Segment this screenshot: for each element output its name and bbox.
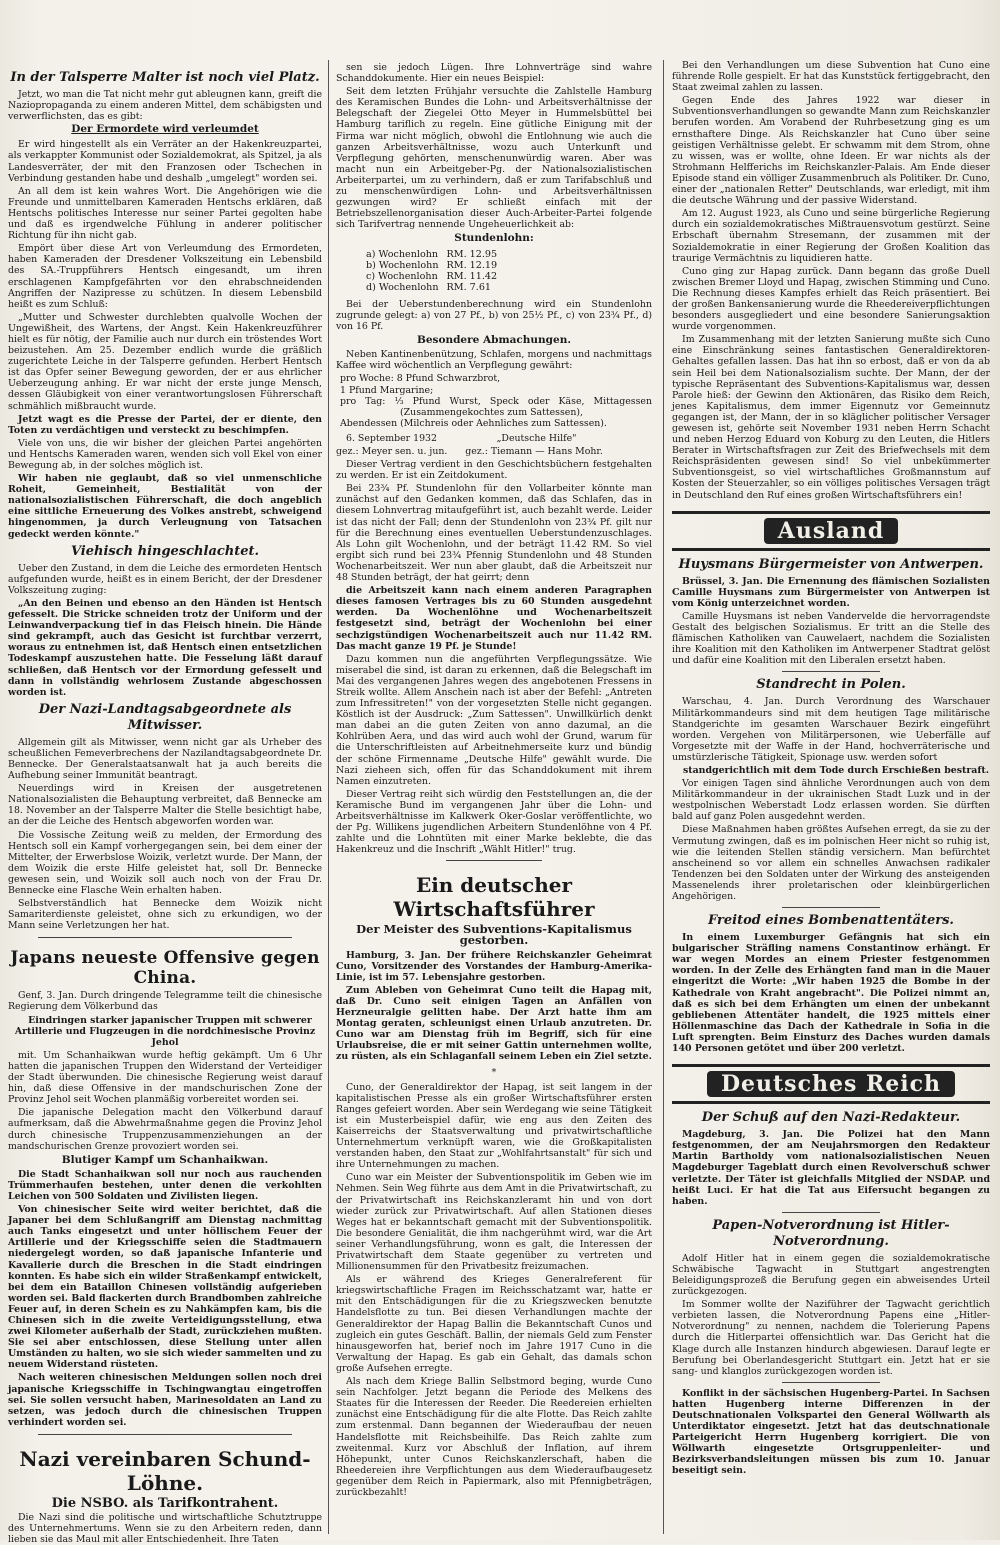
ration-item: [340, 373, 652, 384]
paragraph: Im Sommer wollte der Naziführer der Tagwacht gerichtlich verbieten lassen, die Notverordnung Papens eine „Hitler-Notverordnung" zu nennen, nachdem die Tolerierung Papens durch die Hitlerpartei offensichtlich war. Das Gericht hat die Klage durch alle Instanzen hindurch abgewiesen. Darauf legte er Berufung bei Oberlandesgericht Stuttgart ein. Jetzt hat er sie sang- und klanglos zurückgezogen worden ist.: [672, 1299, 990, 1377]
paragraph: An all dem ist kein wahres Wort. Die Angehörigen wie die Freunde und unmittelbaren Kameraden Hentschs erklären, daß Hentschs politisches Interesse nur seiner Partei gegolten habe und daß es irgendwelche Fühlung in anderer politischer Richtung für ihn nicht gab.: [8, 185, 322, 242]
divider: [782, 1212, 880, 1213]
paragraph-bold: „An den Beinen und ebenso an den Händen ist Hentsch gefesselt. Die Stricke schneiden trotz der Uniform und der Leinwandverpackung tief in das Fleisch hinein. Die Hände sind gekrampft, auch das Gesicht ist furchtbar verzerrt, woraus zu entnehmen ist, daß Hentsch einen entsetzlichen Todeskampf auszustehen hatte. Die Fesselung läßt darauf schließen, daß Hentsch vor der Ermordung gefesselt und dann in vollständig wehrlosem Zustande abgeschossen worden ist.: [8, 597, 322, 698]
paragraph: Cuno, der Generaldirektor der Hapag, ist seit langem in der kapitalistischen Presse als ein großer Wirtschaftsführer ersten Ranges gefeiert worden. Aber sein Werdegang wie seine Tätigkeit ist ein Musterbeispiel dafür, wie eng aus den Zeiten des Kaiserreichs der Staatsverwaltung und privatwirtschaftliche Unternehmertum verknüpft waren, wie die Großkapitalisten verstanden haben, den Staat zur „Wohlfahrtsanstalt" für sich und ihre Unternehmungen zu machen.: [336, 1081, 652, 1171]
paragraph: Bei 23¾ Pf. Stundenlohn für den Vollarbeiter könnte man zunächst auf den Gedanken kommen, daß das Schlafen, das in diesem Lohnvertrag mitaufgeführt ist, auch bezahlt werde. Leider ist das nicht der Fall; denn der Stundenlohn von 23¾ Pf. gilt nur für die Berechnung eines eventuellen Ueberstundenzuschlages. Als Lohn gilt Wochenlohn, und der beträgt 11.42 RM. So viel ergibt sich rund bei 23¾ Pfennig Stundenlohn und 48 Stunden Wochenarbeitszeit. Wer nun aber glaubt, daß die Arbeitszeit nur 48 Stunden beträgt, der hat geirrt; denn: [336, 483, 652, 584]
column-rule: [328, 60, 329, 1534]
paragraph: Diese Maßnahmen haben größtes Aufsehen erregt, da sie zu der Vermutung zwingen, daß es im polnischen Heer nicht so ruhig ist, wie die leitenden Stellen ständig versichern. Man befürchtet anscheinend so vor allem ein schnelles Anwachsen radikaler Tendenzen bei den Soldaten unter der Wirkung des ansteigenden Massenelends ihrer proletarischen oder kleinbürgerlichen Angehörigen.: [672, 824, 990, 902]
paragraph: Seit dem letzten Frühjahr versuchte die Zahlstelle Hamburg des Keramischen Bundes die Lohn- und Arbeitsverhältnisse der Belegschaft der Ziegelei Otto Meyer in Hummelsbüttel bei Hamburg tariflich zu regeln. Eine gütliche Einigung mit der Firma war nicht möglich, obwohl die Entlohnung wie auch die ganzen Arbeitsverhältnisse, wozu auch Unterkunft und Verpflegung gehörten, menschenunwürdig waren. Aber was macht nun ein Arbeitgeber-Pg. der Nationalsozialistischen Arbeiterpartei, um zu verhindern, daß er zum Tarifabschluß und zu menschenwürdigen Lohn- und Arbeitsverhältnissen gezwungen wird? Er schließt einfach mit der Betriebszellenorganisation dieser Auch-Arbeiter-Partei folgende sich Tarifvertrag nennende Ungeheuerlichkeit ab:: [336, 86, 652, 231]
divider: [38, 937, 292, 938]
headline-schuss: Der Schuß auf den Nazi-Redakteur.: [701, 1110, 961, 1126]
headline-viehisch: Viehisch hingeschlachtet.: [70, 543, 260, 559]
ration-item: [340, 385, 652, 396]
wage-row: [366, 260, 505, 271]
paragraph: sen sie jedoch Lügen. Ihre Lohnverträge sind wahre Schanddokumente. Hier ein neues Beispiel:: [336, 62, 652, 85]
section-banner-ausland: [672, 511, 990, 551]
ration-key: pro Woche:: [340, 373, 394, 385]
headline-nazi: Nazi vereinbaren Schund-Löhne.: [19, 1446, 311, 1495]
ration-value: 8 Pfund Schwarzbrot,: [396, 373, 501, 385]
subheading-blutig: Blutiger Kampf um Schanhaikwan.: [61, 1153, 269, 1166]
paragraph-bold: Konflikt in der sächsischen Hugenberg-Partei. In Sachsen hatten Hugenberg interne Differenzen in der Deutschnationalen Volkspartei den General Wöllwarth als Unterdiktator eingesetzt. Jetzt hat das deutschnationale Parteigericht Herrn Hugenberg korrigiert. Die von Wöllwarth eingesetzte Ortsgruppenleiter- und Bezirksverbandsleitungen müssen bis zum 10. Januar beseitigt sein.: [672, 1387, 990, 1477]
section-label: Ausland: [764, 518, 898, 544]
headline-huysmans: Huysmans Bürgermeister von Antwerpen.: [678, 556, 984, 572]
headline-polen: Standrecht in Polen.: [756, 677, 906, 693]
column-1: [8, 66, 322, 1545]
wage-value: RM. 11.42: [446, 270, 498, 282]
paragraph: Genf, 3. Jan. Durch dringende Telegramme teilt die chinesische Regierung dem Völkerbund das: [8, 990, 322, 1013]
paragraph-bold: Hamburg, 3. Jan. Der frühere Reichskanzler Geheimrat Cuno, Vorsitzender des Vorstandes der Hamburg-Amerika-Linie, ist im 57. Lebensjahre gestorben.: [336, 949, 652, 983]
paragraph: Bei den Verhandlungen um diese Subvention hat Cuno eine führende Rolle gespielt. Er hat das Kunststück fertiggebracht, den Staat zweimal zahlen zu lassen.: [672, 60, 990, 94]
paragraph: Gegen Ende des Jahres 1922 war dieser in Subventionsverhandlungen so gewandte Mann zum Reichskanzler berufen worden. Am Vorabend der Ruhrbesetzung ging es um ernsthaftere Dinge. Als Reichskanzler hat Cuno über seine geistigen Verhältnisse gelebt. Er schwamm mit dem Strom, ohne zu wissen, was er wollte, ohne Ideen. Er war nichts als der Strohmann Helfferichs im Reichskanzler-Palais. Am Ende dieser Episode stand ein völliger Zusammenbruch als Politiker. Dr. Cuno, einer der „nationalen Retter" Deutschlands, war erledigt, mit ihm die deutsche Währung und der passive Widerstand.: [672, 95, 990, 207]
paragraph-bold: Von chinesischer Seite wird weiter berichtet, daß die Japaner bei dem Schlußangriff am Dienstag nachmittag auch Tanks eingesetzt und unter höllischem Feuer der Artillerie und der Kriegsschiffe seien die Stadtmauern niedergelegt worden, so daß japanische Infanterie und Kavallerie durch die Breschen in die Stadt eindringen konnten. Es habe sich ein wilder Straßenkampf entwickelt, bei dem ein Bataillon Chinesen vollständig aufgerieben worden sei. Bald flackerten durch Brandbomben zahlreiche Feuer auf, in deren Schein es zu Nahkämpfen kam, bis die Chinesen sich in die zweite Verteidigungsstellung, etwa zwei Kilometer außerhalb der Stadt, zurückziehen mußten. Sie sei aber entschlossen, diese Stellung unter allen Umständen zu halten, wo sie sich wieder sammelten und zu neuem Widerstand rüsteten.: [8, 1204, 322, 1371]
paragraph: Empört über diese Art von Verleumdung des Ermordeten, haben Kameraden der Dresdener Volkszeitung ein Lebensbild des SA.-Truppführers Hentsch eingesandt, um ihren erschlagenen Kampfgefährten vor den ehrabschneidenden Angriffen der Nazipresse zu schützen. In diesem Lebensbild heißt es zum Schluß:: [8, 243, 322, 310]
ration-item: [340, 418, 652, 429]
divider: [446, 860, 542, 861]
wage-label: a) Wochenlohn: [366, 248, 439, 260]
ration-value: Abendessen (Milchreis oder Aehnliches zum Sattessen).: [340, 417, 607, 429]
paragraph: Bei der Ueberstundenberechnung wird ein Stundenlohn zugrunde gelegt: a) von 27 Pf., b) von 25½ Pf., c) von 23¾ Pf., d) von 16 Pf.: [336, 298, 652, 333]
wage-label: b) Wochenlohn: [366, 259, 439, 271]
divider: [782, 1382, 880, 1383]
section-banner-reich: [672, 1064, 990, 1104]
column-3: [672, 60, 990, 1534]
paragraph: Als er während des Krieges Generalreferent für kriegswirtschaftliche Fragen im Reichsschatzamt war, hatte er mit den Entschädigungen für die zu Kriegszwecken benutzte Handelsflotte zu tun. Bei diesen Verhandlungen machte der Generaldirektor der Hapag Ballin die Bekanntschaft Cunos und zugleich ein gutes Geschäft. Ballin, der niemals Geld zum Fenster hinausgeworfen hat, berief noch im Jahre 1917 Cuno in die Verwaltung der Hapag. Es gab ein Gehalt, das damals schon große Aufsehen erregte.: [336, 1274, 652, 1374]
divider: [38, 1434, 292, 1435]
paragraph: Die japanische Delegation macht den Völkerbund darauf aufmerksam, daß die Abwehrmaßnahme gegen die Provinz Jehol durch chinesische Truppenzusammenziehungen an der mandschurischen Grenze provoziert worden sei.: [8, 1107, 322, 1152]
paragraph-bold: Jetzt wagt es die Presse der Partei, der er diente, den Toten zu verdächtigen und versteckt zu beschimpfen.: [8, 413, 322, 436]
ration-list: [340, 373, 652, 428]
subheading-abmachungen: Besondere Abmachungen.: [416, 334, 571, 347]
paragraph: Cuno ging zur Hapag zurück. Dann begann das große Duell zwischen Bremer Lloyd und Hapag, zwischen Stimming und Cuno. Die Rechnung dieses Kampfes erhielt das Reich präsentiert. Bei der großen Bankensanierung wurde die Rheedereiverpflichtungen besonders ausgegliedert und eine besondere Sanierungsaktion wurde vorgenommen.: [672, 265, 990, 333]
subheading-lohn: Stundenlohn:: [454, 232, 534, 245]
wage-row: [366, 282, 505, 293]
paragraph: Im Zusammenhang mit der letzten Sanierung mußte sich Cuno eine Einschränkung seines fantastischen Generaldirektoren-Gehaltes gefallen lassen. Das hat ihn so erbost, daß er von da ab sein Heil bei dem Nationalsozialism suchte. Der Mann, der der typische Repräsentant des Subventions-Kapitalismus war, dessen Parole hieß: der Gewinn den Aktionären, das Risiko dem Reich, jenes Kapitalismus, dem immer Eigennutz vor Gemeinnutz gegangen ist, der Mann, der in so kläglicher politischer Versager gewesen ist, gehörte seit November 1931 neben Herrn Schacht und neben Herzog Eduard von Koburg zu den Leuten, die Hitlers Berater in Wirtschaftsfragen zur Zeit des Briefwechsels mit dem Reichspräsidenten gewesen sind! So viel unbekümmerter Subventionsgeist, so viel wirtschaftliches Großmannstum auf Kosten der Steuerzahler, so ein völliges politisches Versagen trägt in Deutschland den Ruf eines großen Wirtschaftsführers ein!: [672, 334, 990, 501]
wage-label: c) Wochenlohn: [366, 270, 438, 282]
paragraph: Allgemein gilt als Mitwisser, wenn nicht gar als Urheber des scheußlichen Femeverbrechens der Nazilandtagsabgeordnete Dr. Bennecke. Der Generalstaatsanwalt hat ja auch bereits die Aufhebung seiner Immunität beantragt.: [8, 736, 322, 782]
paragraph: Als nach dem Kriege Ballin Selbstmord beging, wurde Cuno sein Nachfolger. Jetzt begann die Periode des Melkens des Staates für die Interessen der Reeder. Die Reedereien erhielten zunächst eine Entschädigung für die alte Flotte. Das Reich zahlte zum erstenmal. Dann begannen der Wiederaufbau der neuen Handelsflotte mit Reichsbeihilfe. Das Reich zahlte zum zweitenmal. Kurz vor Abschluß der Inflation, auf ihrem Höhepunkt, unter Cunos Reichskanzlerschaft, haben die Rheedereien ihre Verpflichtungen aus dem Wiederaufbaugesetz gegenüber dem Reich in Papiermark, also mit Pfennigbeträgen, zurückbezahlt!: [336, 1376, 652, 1498]
paragraph: Die Nazi sind die politische und wirtschaftliche Schutztruppe des Unternehmertums. Wenn sie zu den Arbeitern reden, dann lieben sie das Maul mit aller Entschiedenheit. Ihre Taten: [8, 1512, 322, 1545]
paragraph-bold: Wir haben nie geglaubt, daß so viel unmenschliche Roheit, Gemeinheit, Bestialität von der nationalsozialistischen Führerschaft, die doch angeblich eine sittliche Erneuerung des Volkes anstrebt, schweigend hingenommen, ja durch Verleugnung von Tatsachen gedeckt werden könnte.": [8, 473, 322, 540]
paragraph-bold: Die Stadt Schanhaikwan soll nur noch aus rauchenden Trümmerhaufen bestehen, unter denen die verkohlten Leichen von 500 Soldaten und Zivilisten liegen.: [8, 1168, 322, 1202]
paragraph: Die Vossische Zeitung weiß zu melden, der Ermordung des Hentsch soll ein Kampf vorhergegangen sein, bei dem einer der Mittelter, der Erwerbslose Woizik, verletzt wurde. Der Mann, der dem Woizik die erste Hilfe geleistet hat, soll Dr. Bennecke gewesen sein, und Woizik soll auch noch von der Frau Dr. Bennecke eine Flasche Wein erhalten haben.: [8, 829, 322, 896]
paragraph-bold: Nach weiteren chinesischen Meldungen sollen noch drei japanische Kriegsschiffe in Tschingwangtau eingetroffen sei. Sie sollen versucht haben, Marinesoldaten an Land zu setzen, was jedoch durch die chinesischen Truppen verhindert worden sei.: [8, 1372, 322, 1428]
paragraph: Adolf Hitler hat in einem gegen die sozialdemokratische Schwäbische Tagwacht in Stuttgart angestrengten Beleidigungsprozeß die Berufung gegen ein abweisendes Urteil zurückgezogen.: [672, 1252, 990, 1298]
paragraph: Jetzt, wo man die Tat nicht mehr gut ableugnen kann, greift die Naziopropaganda zu einem anderen Mittel, dem schäbigsten und verwerflichsten, das es gibt:: [8, 89, 322, 123]
paragraph: Dieser Vertrag reiht sich würdig den Feststellungen an, die der Keramische Bund im vergangenen Jahr über die Lohn- und Arbeitsverhältnisse im Kalkwerk Oker-Goslar veröffentlichte, wo der Pg. Willikens jugendlichen Arbeitern Stundenlöhne von 4 Pf. zahlte und die Lohntüten mit einer Marke beklebte, die das Hakenkreuz und die Inschrift „Wählt Hitler!" trug.: [336, 788, 652, 856]
divider: [782, 671, 880, 672]
paragraph: mit. Um Schanhaikwan wurde heftig gekämpft. Um 6 Uhr hatten die japanischen Truppen den Widerstand der Verteidiger der Stadt überwunden. Die chinesische Regierung weist darauf hin, daß diese Offensive in der mandschurischen Zone der Provinz Jehol seit Wochen planmäßig vorbereitet worden sei.: [8, 1049, 322, 1106]
section-label: Deutsches Reich: [707, 1071, 955, 1097]
subheading-ermordete: Der Ermordete wird verleumdet: [71, 123, 259, 136]
subheading-meister: Der Meister des Subventions-Kapitalismus gestorben.: [356, 922, 632, 948]
paragraph: Ueber den Zustand, in dem die Leiche des ermordeten Hentsch aufgefunden wurde, heißt es in einem Bericht, der der Dresdener Volkszeitung zuging:: [8, 562, 322, 596]
paragraph-bold: Brüssel, 3. Jan. Die Ernennung des flämischen Sozialisten Camille Huysmans zum Bürgermeister von Antwerpen ist vom König unterzeichnet worden.: [672, 575, 990, 609]
wage-value: RM. 7.61: [446, 281, 492, 293]
wage-table: [366, 249, 505, 293]
subheading-nsbo: Die NSBO. als Tarifkontrahent.: [51, 1495, 279, 1511]
paragraph: Camille Huysmans ist neben Vandervelde die hervorragendste Gestalt des belgischen Sozialismus. Er tritt an die Stelle des flämischen Katholiken van Cauwelaert, nachdem die Sozialisten ihre Koalition mit den Katholiken im Antwerpener Stadtrat gelöst und dafür eine Koalition mit den Liberalen ersetzt haben.: [672, 610, 990, 667]
ration-value: 1 Pfund Margarine;: [340, 384, 434, 396]
divider: [782, 907, 880, 908]
paragraph-bold: Zum Ableben von Geheimrat Cuno teilt die Hapag mit, daß Dr. Cuno seit einigen Tagen an Anfällen von Herzneuralgie gelitten habe. Der Arzt hatte ihm am Montag geraten, schleunigst einen Urlaub anzutreten. Dr. Cuno war am Dienstag früh im Begriff, sich für eine Urlaubsreise, die er mit seiner Gattin unternehmen wollte, zu rüsten, als ein Schlaganfall seinem Leben ein Ziel setzte.: [336, 984, 652, 1063]
ration-item: [340, 396, 652, 418]
headline-landtag: Der Nazi-Landtagsabgeordnete als Mitwisser.: [38, 701, 292, 733]
paragraph: Neuerdings wird in Kreisen der ausgetretenen Nationalsozialisten die Behauptung verbreitet, daß Bennecke am 18. November an der Talsperre Malter die Stelle besichtigt habe, an der die Leiche des Hentsch abgeworfen worden war.: [8, 783, 322, 828]
paragraph: Er wird hingestellt als ein Verräter an der Hakenkreuzpartei, als verkappter Kommunist oder Sozialdemokrat, als Spitzel, ja als Landesverräter, der mit den Franzosen oder Tschechen in Verbindung gestanden habe und deshalb „umgelegt" worden sei.: [8, 139, 322, 184]
wage-row: [366, 249, 505, 260]
headline-japan: Japans neueste Offensive gegen China.: [10, 948, 320, 989]
paragraph: Dieser Vertrag verdient in den Geschichtsbüchern festgehalten zu werden. Er ist ein Zeitdokument.: [336, 459, 652, 482]
column-rule: [663, 60, 664, 1534]
headline-talsperre: In der Talsperre Malter ist noch viel Platz.: [10, 70, 320, 85]
paragraph-bold: Eindringen starker japanischer Truppen mit schwerer Artillerie und Flugzeugen in die nordchinesische Provinz Jehol: [14, 1014, 316, 1048]
ration-key: pro Tag:: [340, 395, 386, 407]
separator-star: *: [491, 1066, 497, 1078]
paragraph-bold: In einem Luxemburger Gefängnis hat sich ein bulgarischer Sträfling namens Constantinow erhängt. Er war wegen Mordes an einem Priester festgenommen worden. In der Zelle des Erhängten fand man in die Mauer eingeritzt die Worte: „Wir haben 1925 die Bombe in der Kathedrale von Kraht angebracht". Die Polizei nimmt an, daß es sich bei dem Erhängten um einen der unbekannt gebliebenen Attentäter handelt, die 1925 mittels einer Höllenmaschine das Dach der Kathedrale in Sofia in die Luft sprengten. Beim Einsturz des Daches wurden damals 140 Personen getötet und über 200 verletzt.: [672, 932, 990, 1055]
wage-label: d) Wochenlohn: [366, 281, 439, 293]
paragraph: Warschau, 4. Jan. Durch Verordnung des Warschauer Militärkommandeurs sind mit dem heutigen Tage militärische Standgerichte im gesamten Warschauer Bezirk eingeführt worden. Vergehen von Militärpersonen, wie Ueberfälle auf Vorgesetzte mit der Waffe in der Hand, hochverräterische und umstürzlerische Tätigkeit, Spionage usw. werden sofort: [672, 696, 990, 763]
paragraph-bold: standgerichtlich mit dem Tode durch Erschießen bestraft.: [682, 764, 989, 776]
paragraph: Dazu kommen nun die angeführten Verpflegungssätze. Wie miserabel die sind, ist daran zu erkennen, daß die Belegschaft im Mai des vergangenen Jahres wegen des angebotenen Fressens in Streik wollte. Allem Anschein nach ist aber der Befehl: „Antreten zum Infressitreten!" von der vorgesetzten Stelle nicht gegangen. Köstlich ist der Ausdruck: „Zum Sattessen". Unwillkürlich denkt man dabei an die guten Zeiten von anno dazumal, an die Kohlrüben Aera, und das wird auch wohl der Grund, warum für die Unterschriftleisten auf Arbeitnehmerseite kurz und bündig der schöne Firmenname „Deutsche Hilfe" gewählt wurde. Die Nazi zieheen sich, offen für das Schanddokument mit ihrem Namen einzutreten.: [336, 653, 652, 787]
paragraph: Selbstverständlich hat Bennecke dem Woizik nicht Samariterdienste geleistet, ohne sich zu erkundigen, wo der Mann seine Verletzungen her hat.: [8, 898, 322, 932]
paragraph: Vor einigen Tagen sind ähnliche Verordnungen auch von dem Militärkommandeur in der ukrainischen Stadt Luzk und in der westpolnischen Weberstadt Lodz erlassen worden. Sie dürften bald auf ganz Polen ausgedehnt werden.: [672, 778, 990, 823]
paragraph-bold: Magdeburg, 3. Jan. Die Polizei hat den Mann festgenommen, der am Neujahrsmorgen den Redakteur Martin Bartholdy vom nationalsozialistischen Neuen Magdeburger Tageblatt durch einen Revolverschuß schwer verletzte. Der Täter ist gleichfalls Mitglied der NSDAP. und heißt Luci. Er hat die Tat aus Eifersucht begangen zu haben.: [672, 1129, 990, 1207]
signature-line: gez.: Meyer sen. u. jun. gez.: Tiemann — Hans Mohr.: [336, 446, 603, 457]
wage-value: RM. 12.95: [446, 248, 498, 260]
paragraph: „Mutter und Schwester durchlebten qualvolle Wochen der Ungewißheit, des Wartens, der Angst. Kein Hakenkreuzführer hielt es für nötig, der Familie auch nur durch ein tröstendes Wort beizustehen. Am 25. Dezember endlich wurde die gräßlich zugerichtete Leiche in der Talsperre gefunden. Herbert Hentsch ist das Opfer seiner Bewegung geworden, der er aus ehrlicher Ueberzeugung anhing. Er war nicht der erste junge Mensch, dessen Gläubigkeit von einer verantwortungslosen Führerschaft schmählich mißbraucht wurde.: [8, 311, 322, 412]
headline-freitod: Freitod eines Bombenattentäters.: [708, 913, 954, 929]
paragraph: Cuno war ein Meister der Subventionspolitik im Geben wie im Nehmen. Sein Weg führte aus dem Amt in die Privatwirtschaft, zu der Privatwirtschaft ins Reichskanzleramt hin und von dort wieder zurück zur Privatwirtschaft. Auf allen Stationen dieses Weges hat er bekanntschaft gemacht mit der Subventionspolitik. Die besondere Genialität, die ihm nachgerühmt wird, war die Art seiner Verhandlungsführung, wonn es galt, die Interessen der Privatwirtschaft dem Staate gegenüber zu vertreten und Millionensummen für den Privatbesitz freizumachen.: [336, 1172, 652, 1273]
paragraph: Neben Kantinenbenützung, Schlafen, morgens und nachmittags Kaffee wird wöchentlich an Verpflegung gewährt:: [336, 349, 652, 372]
paragraph: Am 12. August 1923, als Cuno und seine bürgerliche Regierung durch ein sozialdemokratisches Mißtrauensvotum gestürzt. Seine Erbschaft übernahm Stresemann, der zusammen mit der Sozialdemokratie in einer Regierung der Großen Koalition das traurige Vermächtnis zu liquidieren hatte.: [672, 208, 990, 264]
headline-wirtschaftsfuehrer: Ein deutscher Wirtschaftsführer: [393, 873, 595, 922]
signature-line: 6. September 1932 „Deutsche Hilfe": [346, 432, 577, 444]
wage-row: [366, 271, 505, 282]
column-2: [336, 62, 652, 1534]
paragraph: Viele von uns, die wir bisher der gleichen Partei angehörten und Hentschs Kameraden waren, wenden sich voll Ekel von einer Bewegung ab, in der solches möglich ist.: [8, 437, 322, 471]
paragraph-bold: die Arbeitszeit kann nach einem anderen Paragraphen dieses famosen Vertrages bis zu 60 Stunden ausgedehnt werden. Da Wochenlöhne und Wochenarbeitszeit festgesetzt sind, beträgt der Wochenlohn bei einer sechzigstündigen Wochenarbeitszeit auch nur 11.42 RM. Das macht ganze 19 Pf. je Stunde!: [336, 585, 652, 652]
wage-value: RM. 12.19: [446, 259, 498, 271]
ration-value: ⅓ Pfund Wurst, Speck oder Käse, Mittagessen (Zusammengekochtes zum Sattessen),: [394, 395, 652, 418]
headline-papen: Papen-Notverordnung ist Hitler-Notverordnung.: [712, 1217, 950, 1249]
